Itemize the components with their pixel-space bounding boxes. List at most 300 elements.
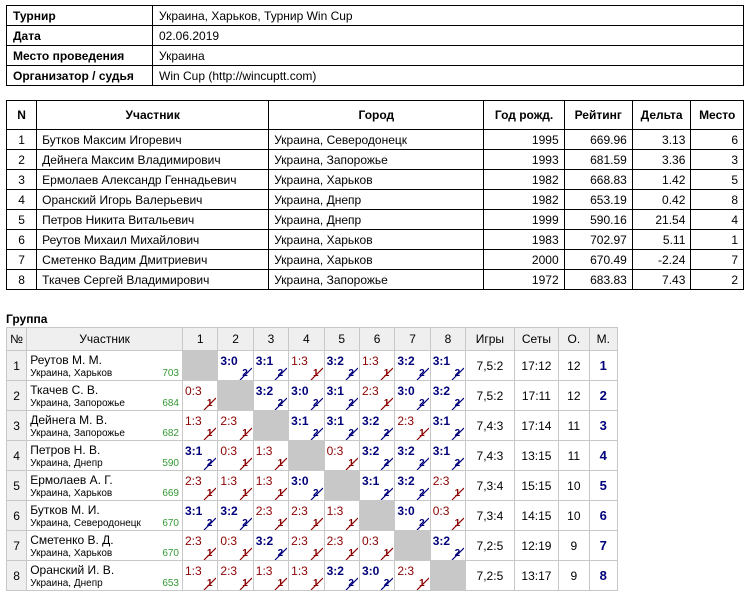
match-points: 1 [419, 428, 425, 439]
participant-name: Дейнега М. В. [30, 413, 108, 427]
participant-cell [27, 561, 183, 591]
games-value: 7,3:4 [466, 471, 515, 501]
match-result-cell [395, 441, 430, 471]
match-result-cell [183, 441, 218, 471]
participant-name: Бутков М. И. [30, 503, 100, 517]
match-points: 2 [348, 578, 354, 589]
games-value: 7,5:2 [466, 351, 515, 381]
match-score: 2:3 [326, 534, 344, 548]
match-points: 1 [242, 458, 248, 469]
match-result-cell [359, 471, 394, 501]
match-points: 2 [277, 548, 284, 559]
match-score: 3:2 [397, 444, 415, 458]
participant-name: Реутов М. М. [30, 353, 102, 367]
sets-value: 14:15 [514, 501, 559, 531]
match-score: 1:3 [291, 354, 308, 368]
row-number: 4 [7, 441, 27, 471]
table-row [7, 210, 744, 230]
match-points: 1 [383, 398, 390, 409]
group-header-cell: М. [589, 328, 617, 351]
diagonal-cell [218, 381, 253, 411]
match-points: 1 [206, 428, 213, 439]
players-cell: Ермолаев Александр Геннадьевич [37, 170, 269, 190]
match-score: 2:3 [185, 534, 202, 548]
info-row [7, 66, 744, 86]
match-points: 1 [242, 428, 248, 439]
place-value: 8 [589, 561, 617, 591]
participant-rating: 653 [162, 578, 179, 589]
players-cell: 3.13 [632, 130, 691, 150]
match-points: 2 [242, 518, 248, 529]
participant-city: Украина, Днепр [30, 458, 103, 469]
info-value: Win Cup (http://wincuptt.com) [153, 66, 744, 86]
match-score: 3:2 [220, 504, 238, 518]
players-cell: 3 [691, 150, 744, 170]
match-result-cell [395, 471, 430, 501]
match-score: 2:3 [397, 414, 415, 428]
match-result-cell [253, 561, 288, 591]
group-header-cell: О. [559, 328, 589, 351]
match-points: 2 [419, 368, 425, 379]
match-points: 2 [419, 398, 425, 409]
match-score: 3:2 [255, 384, 274, 398]
players-cell: 590.16 [564, 210, 632, 230]
match-result-cell [218, 471, 253, 501]
match-score: 0:3 [220, 534, 238, 548]
match-points: 2 [277, 368, 284, 379]
table-row [7, 170, 744, 190]
match-result-cell [430, 531, 465, 561]
points-value: 10 [559, 471, 589, 501]
players-cell: 2 [691, 270, 744, 290]
match-score: 3:2 [326, 354, 344, 368]
table-row [7, 531, 618, 561]
info-value: 02.06.2019 [153, 26, 744, 46]
match-score: 1:3 [291, 564, 308, 578]
group-header-cell: 5 [324, 328, 359, 351]
players-cell: Украина, Харьков [269, 250, 484, 270]
match-score: 2:3 [220, 414, 238, 428]
participant-meta [30, 428, 179, 439]
diagonal-cell [289, 441, 324, 471]
players-header-cell: Участник [37, 101, 269, 130]
players-cell: -2.24 [632, 250, 691, 270]
match-result-cell [218, 501, 253, 531]
match-score: 3:2 [255, 534, 274, 548]
players-cell: 5.11 [632, 230, 691, 250]
sets-value: 13:15 [514, 441, 559, 471]
match-result-cell [359, 531, 394, 561]
participant-cell [27, 441, 183, 471]
players-cell: 681.59 [564, 150, 632, 170]
match-score: 0:3 [361, 534, 379, 548]
match-points: 2 [454, 368, 461, 379]
match-result-cell [359, 411, 394, 441]
participant-rating: 670 [162, 548, 179, 559]
participant-cell [27, 381, 183, 411]
players-cell: 8 [691, 190, 744, 210]
players-cell: 4 [691, 210, 744, 230]
match-score: 3:2 [432, 534, 451, 548]
info-key: Организатор / судья [7, 66, 153, 86]
match-score: 2:3 [255, 504, 273, 518]
match-points: 2 [419, 518, 425, 529]
diagonal-cell [324, 471, 359, 501]
match-score: 3:2 [361, 444, 380, 458]
points-value: 9 [559, 561, 589, 591]
match-score: 3:2 [397, 474, 415, 488]
group-header-cell: 2 [218, 328, 253, 351]
match-result-cell [430, 411, 465, 441]
players-cell: 3 [7, 170, 37, 190]
place-value: 3 [589, 411, 617, 441]
match-result-cell [359, 351, 394, 381]
match-result-cell [253, 501, 288, 531]
match-points: 2 [383, 578, 390, 589]
match-points: 2 [454, 398, 461, 409]
match-result-cell [289, 411, 324, 441]
players-cell: 6 [691, 130, 744, 150]
match-score: 3:1 [291, 414, 309, 428]
group-header-cell: 4 [289, 328, 324, 351]
players-cell: Украина, Харьков [269, 230, 484, 250]
players-cell: Украина, Харьков [269, 170, 484, 190]
players-cell: 1 [691, 230, 744, 250]
match-score: 3:0 [291, 384, 309, 398]
info-value: Украина, Харьков, Турнир Win Cup [153, 6, 744, 26]
match-result-cell [218, 351, 253, 381]
participant-name: Ермолаев А. Г. [30, 473, 113, 487]
players-cell: 7.43 [632, 270, 691, 290]
match-result-cell [324, 441, 359, 471]
players-cell: 2 [7, 150, 37, 170]
players-cell: Дейнега Максим Владимирович [37, 150, 269, 170]
participant-city: Украина, Харьков [30, 548, 113, 559]
info-key: Турнир [7, 6, 153, 26]
players-cell: 669.96 [564, 130, 632, 150]
match-result-cell [395, 501, 430, 531]
match-points: 1 [313, 578, 319, 589]
match-points: 1 [242, 548, 248, 559]
players-cell: 5 [691, 170, 744, 190]
games-value: 7,5:2 [466, 381, 515, 411]
players-header-cell: Место [691, 101, 744, 130]
match-points: 1 [348, 548, 354, 559]
row-number: 3 [7, 411, 27, 441]
match-result-cell [324, 501, 359, 531]
players-cell: 8 [7, 270, 37, 290]
row-number: 1 [7, 351, 27, 381]
players-cell: 668.83 [564, 170, 632, 190]
match-score: 2:3 [361, 384, 379, 398]
row-number: 6 [7, 501, 27, 531]
diagonal-cell [183, 351, 218, 381]
match-score: 2:3 [397, 564, 415, 578]
match-points: 1 [348, 458, 354, 469]
players-cell: 7 [7, 250, 37, 270]
match-score: 3:0 [220, 354, 238, 368]
players-cell: 1982 [484, 170, 564, 190]
match-points: 1 [313, 368, 319, 379]
match-result-cell [324, 351, 359, 381]
group-header-cell: 1 [183, 328, 218, 351]
participant-cell [27, 411, 183, 441]
group-header-cell: 8 [430, 328, 465, 351]
players-cell: Оранский Игорь Валерьевич [37, 190, 269, 210]
players-cell: 683.83 [564, 270, 632, 290]
match-result-cell [395, 351, 430, 381]
players-cell: Украина, Запорожье [269, 270, 484, 290]
match-result-cell [324, 531, 359, 561]
match-result-cell [183, 501, 218, 531]
place-value: 7 [589, 531, 617, 561]
players-cell: 0.42 [632, 190, 691, 210]
points-value: 9 [559, 531, 589, 561]
match-result-cell [253, 441, 288, 471]
points-value: 11 [559, 441, 589, 471]
match-score: 2:3 [432, 474, 450, 488]
match-points: 1 [277, 578, 284, 589]
match-result-cell [253, 381, 288, 411]
group-header-cell: 7 [395, 328, 430, 351]
players-cell: 1983 [484, 230, 564, 250]
participant-meta [30, 578, 179, 589]
match-points: 1 [313, 518, 319, 529]
match-points: 2 [454, 548, 461, 559]
participant-rating: 590 [162, 458, 179, 469]
sets-value: 17:11 [514, 381, 559, 411]
players-cell: 6 [7, 230, 37, 250]
match-points: 2 [348, 428, 354, 439]
participant-cell [27, 531, 183, 561]
match-score: 3:1 [432, 354, 451, 368]
players-cell: Бутков Максим Игоревич [37, 130, 269, 150]
place-value: 4 [589, 441, 617, 471]
points-value: 12 [559, 351, 589, 381]
place-value: 6 [589, 501, 617, 531]
players-cell: 670.49 [564, 250, 632, 270]
match-result-cell [253, 471, 288, 501]
group-title: Группа [6, 312, 48, 326]
match-score: 0:3 [326, 444, 344, 458]
match-result-cell [395, 381, 430, 411]
match-result-cell [289, 561, 324, 591]
participant-city: Украина, Запорожье [30, 398, 125, 409]
participant-meta [30, 548, 179, 559]
table-row [7, 230, 744, 250]
players-cell: Украина, Днепр [269, 210, 484, 230]
participant-city: Украина, Северодонецк [30, 518, 141, 529]
match-result-cell [395, 411, 430, 441]
players-cell: 1993 [484, 150, 564, 170]
players-cell: 4 [7, 190, 37, 210]
match-score: 0:3 [220, 444, 238, 458]
place-value: 1 [589, 351, 617, 381]
match-result-cell [359, 441, 394, 471]
participant-city: Украина, Харьков [30, 488, 113, 499]
match-result-cell [430, 471, 465, 501]
table-row [7, 190, 744, 210]
match-result-cell [395, 561, 430, 591]
participant-meta [30, 398, 179, 409]
games-value: 7,2:5 [466, 561, 515, 591]
match-result-cell [218, 411, 253, 441]
match-result-cell [430, 441, 465, 471]
table-row [7, 561, 618, 591]
info-row [7, 46, 744, 66]
group-header-cell: Сеты [514, 328, 559, 351]
match-result-cell [289, 381, 324, 411]
players-cell: 5 [7, 210, 37, 230]
participant-meta [30, 488, 179, 499]
match-score: 1:3 [326, 504, 344, 518]
table-row [7, 150, 744, 170]
points-value: 12 [559, 381, 589, 411]
group-header-cell: 6 [359, 328, 394, 351]
match-points: 2 [206, 458, 213, 469]
match-points: 1 [277, 518, 284, 529]
match-score: 3:1 [185, 444, 203, 458]
diagonal-cell [359, 501, 394, 531]
participant-rating: 703 [162, 368, 179, 379]
participant-rating: 682 [162, 428, 179, 439]
row-number: 7 [7, 531, 27, 561]
match-score: 3:1 [255, 354, 274, 368]
match-result-cell [359, 561, 394, 591]
match-points: 1 [454, 518, 461, 529]
games-value: 7,4:3 [466, 441, 515, 471]
participant-rating: 669 [162, 488, 179, 499]
info-row [7, 6, 744, 26]
participant-name: Петров Н. В. [30, 443, 101, 457]
match-points: 2 [348, 368, 354, 379]
table-row [7, 351, 618, 381]
match-points: 2 [454, 458, 461, 469]
match-score: 0:3 [432, 504, 450, 518]
match-score: 3:1 [326, 414, 344, 428]
match-result-cell [359, 381, 394, 411]
players-cell: 1995 [484, 130, 564, 150]
match-points: 2 [419, 488, 425, 499]
participant-city: Украина, Запорожье [30, 428, 125, 439]
match-points: 1 [206, 398, 213, 409]
match-points: 1 [206, 488, 213, 499]
info-row [7, 26, 744, 46]
match-score: 3:1 [432, 444, 451, 458]
table-row [7, 441, 618, 471]
games-value: 7,3:4 [466, 501, 515, 531]
match-score: 3:2 [432, 384, 451, 398]
match-result-cell [324, 381, 359, 411]
match-result-cell [430, 381, 465, 411]
match-points: 1 [383, 548, 390, 559]
players-cell: 3.36 [632, 150, 691, 170]
participant-cell [27, 471, 183, 501]
sets-value: 15:15 [514, 471, 559, 501]
players-cell: 7 [691, 250, 744, 270]
row-number: 2 [7, 381, 27, 411]
players-header-cell: Дельта [632, 101, 691, 130]
match-score: 3:1 [185, 504, 203, 518]
participant-city: Украина, Днепр [30, 578, 103, 589]
players-cell: 653.19 [564, 190, 632, 210]
participant-name: Ткачев С. В. [30, 383, 99, 397]
sets-value: 12:19 [514, 531, 559, 561]
diagonal-cell [253, 411, 288, 441]
match-score: 2:3 [185, 474, 202, 488]
participant-name: Оранский И. В. [30, 563, 115, 577]
participant-rating: 684 [162, 398, 179, 409]
players-cell: 1999 [484, 210, 564, 230]
match-result-cell [289, 471, 324, 501]
match-points: 1 [419, 578, 425, 589]
match-points: 1 [313, 548, 319, 559]
players-cell: 1972 [484, 270, 564, 290]
match-score: 1:3 [255, 474, 273, 488]
match-score: 3:0 [397, 384, 415, 398]
match-points: 2 [383, 458, 390, 469]
players-header-cell: N [7, 101, 37, 130]
participant-rating: 670 [162, 518, 179, 529]
match-score: 1:3 [255, 444, 273, 458]
sets-value: 17:14 [514, 411, 559, 441]
match-score: 3:0 [397, 504, 415, 518]
participant-name: Сметенко В. Д. [30, 533, 114, 547]
points-value: 10 [559, 501, 589, 531]
table-row [7, 381, 618, 411]
table-row [7, 250, 744, 270]
participant-cell [27, 351, 183, 381]
match-result-cell [183, 561, 218, 591]
match-score: 2:3 [220, 564, 238, 578]
row-number: 8 [7, 561, 27, 591]
players-table [6, 100, 744, 290]
match-points: 1 [348, 518, 354, 529]
match-score: 3:2 [326, 564, 344, 578]
match-score: 1:3 [185, 564, 202, 578]
match-result-cell [218, 441, 253, 471]
group-header-cell: Игры [466, 328, 515, 351]
match-result-cell [289, 351, 324, 381]
table-row [7, 130, 744, 150]
players-cell: Украина, Днепр [269, 190, 484, 210]
match-result-cell [430, 501, 465, 531]
match-points: 1 [242, 488, 248, 499]
table-row [7, 411, 618, 441]
match-result-cell [324, 561, 359, 591]
players-cell: Сметенко Вадим Дмитриевич [37, 250, 269, 270]
match-result-cell [183, 411, 218, 441]
match-points: 1 [454, 488, 461, 499]
match-score: 3:1 [432, 414, 451, 428]
place-value: 2 [589, 381, 617, 411]
players-cell: 21.54 [632, 210, 691, 230]
match-score: 3:2 [397, 354, 415, 368]
match-score: 3:0 [361, 564, 380, 578]
match-result-cell [430, 351, 465, 381]
match-score: 1:3 [220, 474, 238, 488]
match-result-cell [253, 351, 288, 381]
players-cell: Петров Никита Витальевич [37, 210, 269, 230]
match-points: 2 [313, 398, 319, 409]
games-value: 7,2:5 [466, 531, 515, 561]
match-score: 3:2 [361, 414, 380, 428]
table-row [7, 501, 618, 531]
group-header-cell: Участник [27, 328, 183, 351]
match-score: 3:0 [291, 474, 309, 488]
match-points: 2 [383, 488, 390, 499]
players-cell: 702.97 [564, 230, 632, 250]
